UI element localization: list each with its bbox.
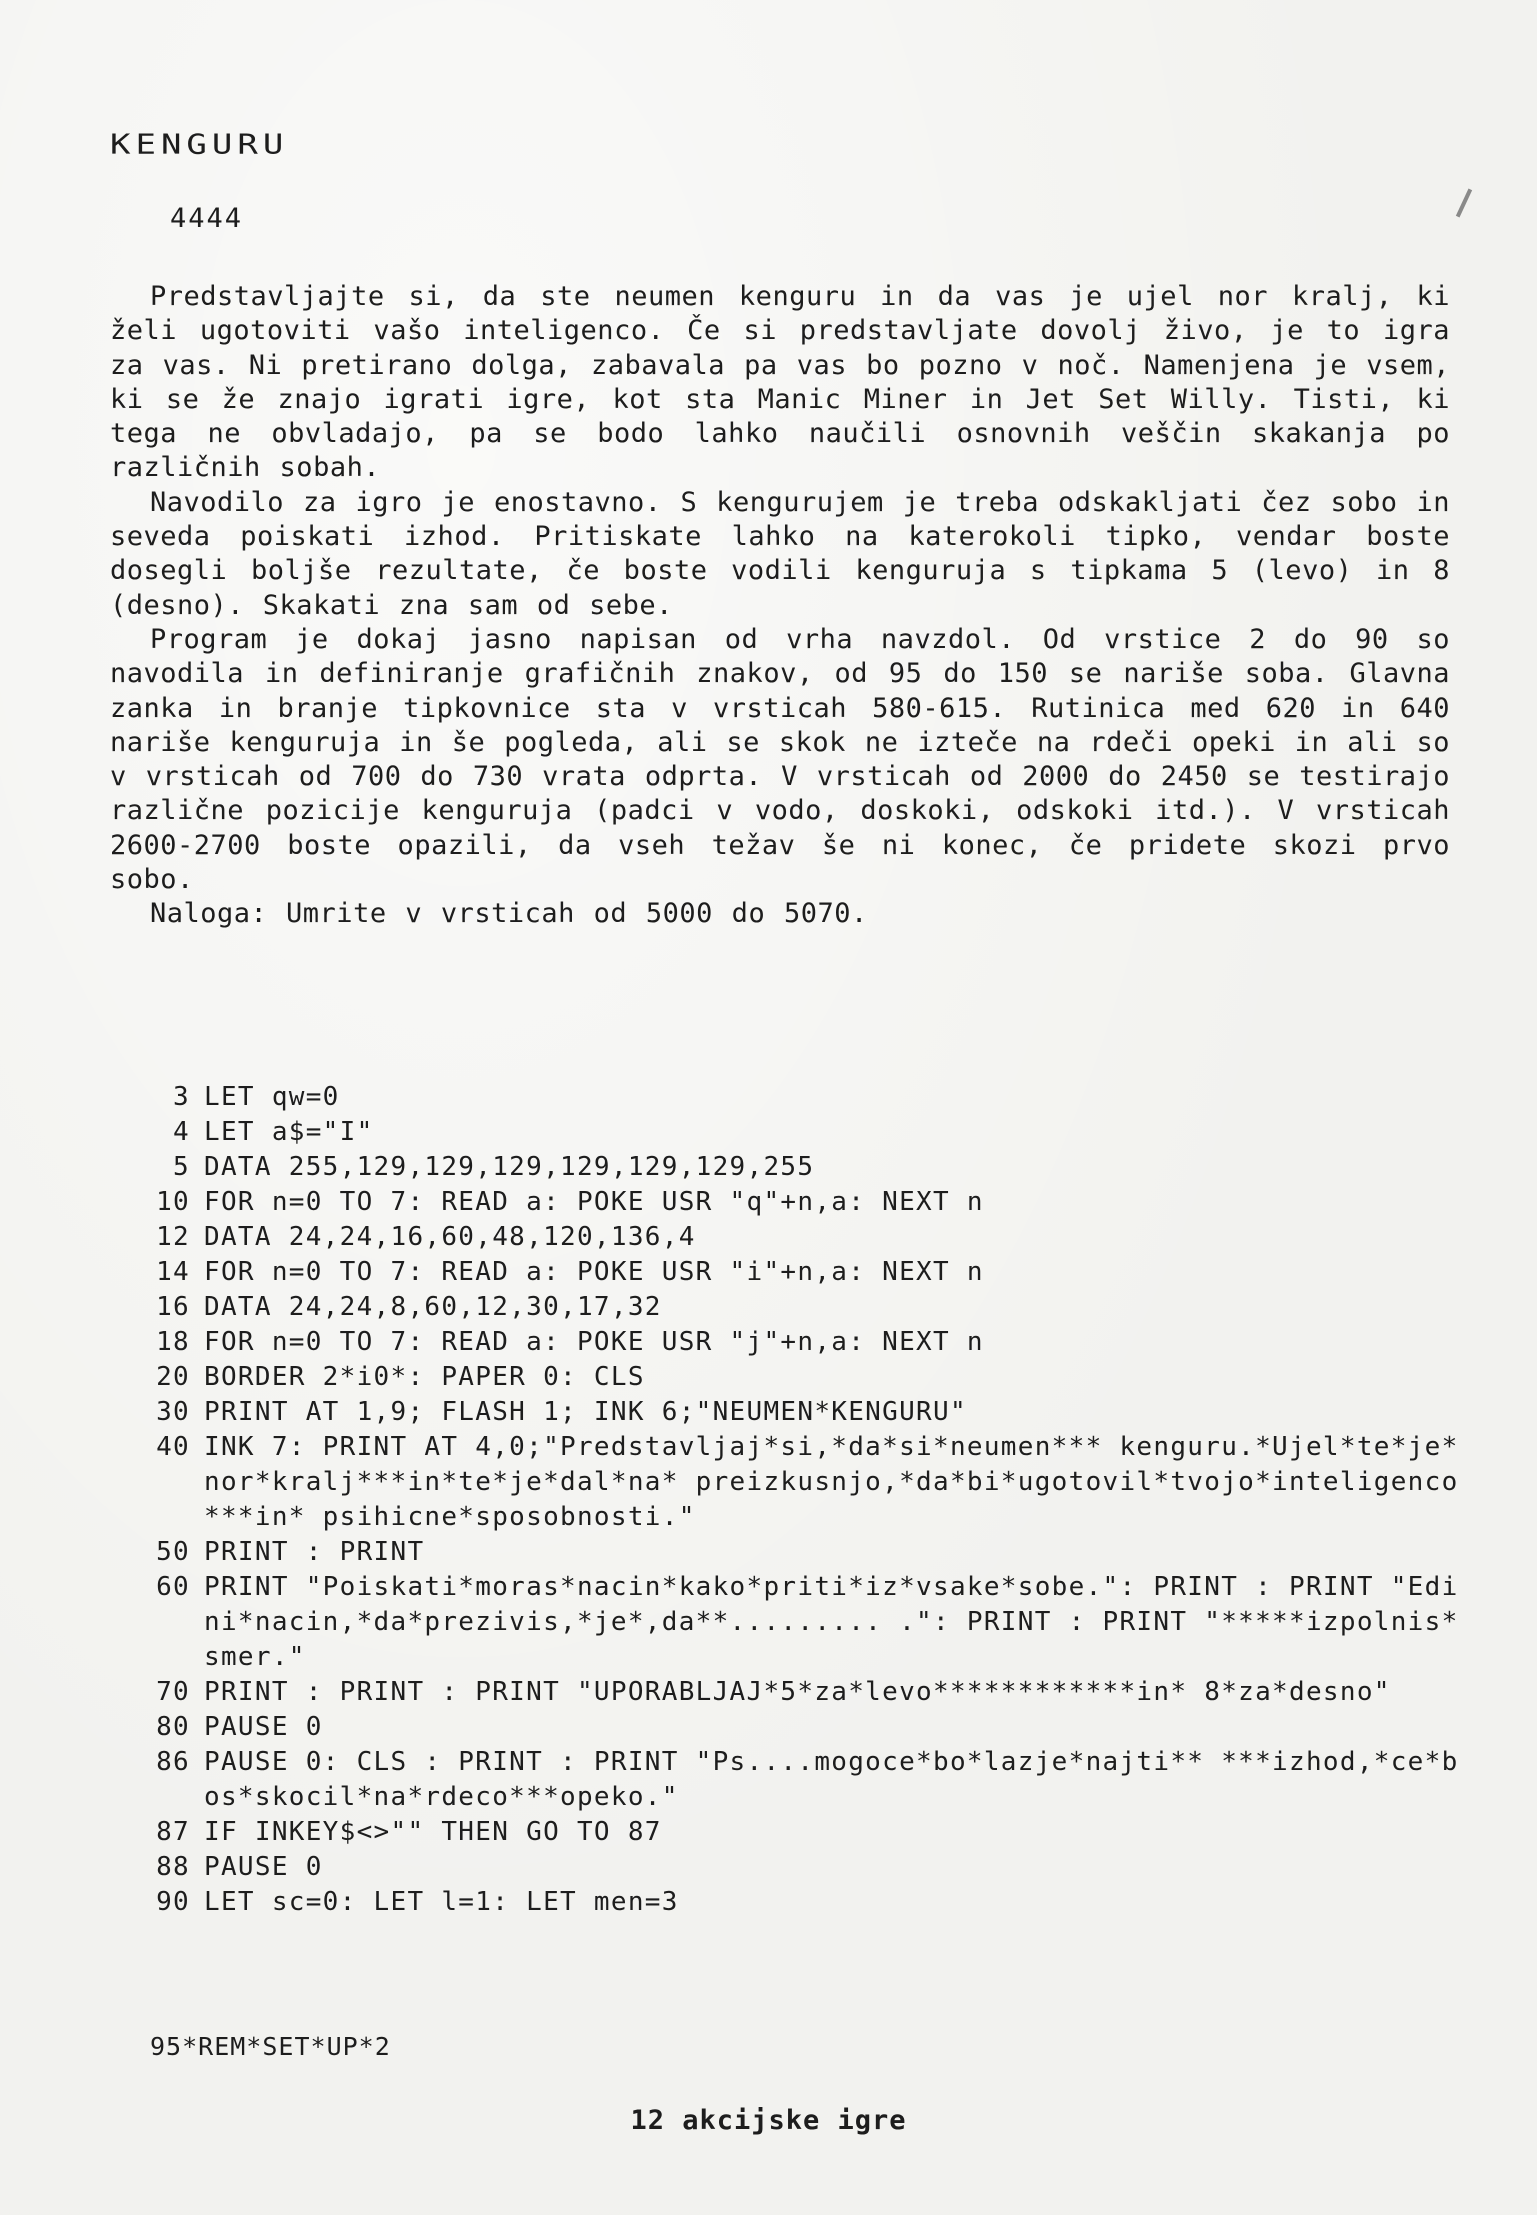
code-line [110,1710,1470,1745]
line-code: INK 7: PRINT AT 4,0;"Predstavljaj*si,*da*si*neumen*** kenguru.*Ujel*te*je*nor*kralj***in*te*je*dal*na* preizkusnjo,*da*bi*ugotovil*tvojo*inteligenco***in* psihicne*sposobnosti." [204,1432,1459,1532]
code-line [110,1430,1470,1535]
line-number: 88 [156,1852,190,1882]
code-line [110,1150,1470,1185]
line-number: 14 [156,1257,190,1287]
line-code: PRINT AT 1,9; FLASH 1; INK 6;"NEUMEN*KENGURU" [204,1397,967,1427]
code-line [110,1220,1470,1255]
code-line [110,1360,1470,1395]
line-number: 4 [173,1117,190,1147]
line-number: 80 [156,1712,190,1742]
paragraph-instructions: Navodilo za igro je enostavno. S kengurujem je treba odskakljati čez sobo in seveda poiskati izhod. Pritiskate lahko na katerokoli tipko, vendar boste dosegli boljše rezultate, če boste vodili kenguruja s tipkama 5 (levo) in 8 (desno). Skakati zna sam od sebe. [110,486,1450,621]
code-line [110,1675,1470,1710]
article-body [110,280,1450,932]
line-code: FOR n=0 TO 7: READ a: POKE USR "i"+n,a: NEXT n [204,1257,984,1287]
code-line [110,1535,1470,1570]
paragraph-program-structure: Program je dokaj jasno napisan od vrha navzdol. Od vrstice 2 do 90 so navodila in definiranje grafičnih znakov, od 95 do 150 se nariše soba. Glavna zanka in branje tipkovnice sta v vrsticah 580-615. Rutinica med 620 in 640 nariše kenguruja in še pogleda, ali se skok ne izteče na rdeči opeki in ali so v vrsticah od 700 do 730 vrata odprta. V vrsticah od 2000 do 2450 se testirajo različne pozicije kenguruja (padci v vodo, doskoki, odskoki itd.). V vrsticah 2600-2700 boste opazili, da vseh težav še ni konec, če pridete skozi prvo sobo. [110,623,1450,896]
line-code: PAUSE 0 [204,1852,323,1882]
code-line [110,1395,1470,1430]
line-number: 86 [156,1747,190,1777]
line-number: 5 [173,1152,190,1182]
line-number: 12 [156,1222,190,1252]
line-number: 60 [156,1572,190,1602]
paragraph-task: Naloga: Umrite v vrsticah od 5000 do 5070. [150,898,868,930]
line-code: LET sc=0: LET l=1: LET men=3 [204,1887,679,1917]
line-number: 3 [173,1082,190,1112]
line-number: 50 [156,1537,190,1567]
line-number: 87 [156,1817,190,1847]
line-number: 90 [156,1887,190,1917]
rem-section-heading: 95*REM*SET*UP*2 [150,2032,391,2061]
line-number: 20 [156,1362,190,1392]
code-line [110,1885,1470,1920]
line-number: 30 [156,1397,190,1427]
code-line [110,1570,1470,1675]
line-code: DATA 24,24,16,60,48,120,136,4 [204,1222,696,1252]
line-code: BORDER 2*i0*: PAPER 0: CLS [204,1362,645,1392]
program-number: 4444 [170,203,244,234]
line-code: LET a$="I" [204,1117,374,1147]
line-code: DATA 24,24,8,60,12,30,17,32 [204,1292,662,1322]
code-line [110,1080,1470,1115]
line-code: FOR n=0 TO 7: READ a: POKE USR "j"+n,a: NEXT n [204,1327,984,1357]
code-line [110,1115,1470,1150]
article-title: KENGURU [110,128,289,161]
line-number: 16 [156,1292,190,1322]
code-line [110,1815,1470,1850]
code-line [110,1325,1470,1360]
page-footer: 12 akcijske igre [630,2105,907,2136]
line-code: PRINT : PRINT : PRINT "UPORABLJAJ*5*za*levo************in* 8*za*desno" [204,1677,1391,1707]
line-number: 10 [156,1187,190,1217]
line-code: DATA 255,129,129,129,129,129,129,255 [204,1152,815,1182]
code-line [110,1185,1470,1220]
paragraph-intro: Predstavljajte si, da ste neumen kenguru in da vas je ujel nor kralj, ki želi ugotoviti vašo inteligenco. Če si predstavljate dovolj živo, je to igra za vas. Ni pretirano dolga, zabavala pa vas bo pozno v noč. Namenjena je vsem, ki se že znajo igrati igre, kot sta Manic Miner in Jet Set Willy. Tisti, ki tega ne obvladajo, pa se bodo lahko naučili osnovnih veščin skakanja po različnih sobah. [110,281,1450,484]
code-line [110,1850,1470,1885]
line-code: IF INKEY$<>"" THEN GO TO 87 [204,1817,662,1847]
line-number: 40 [156,1432,190,1462]
line-code: PRINT : PRINT [204,1537,425,1567]
line-number: 18 [156,1327,190,1357]
code-line [110,1745,1470,1815]
line-number: 70 [156,1677,190,1707]
basic-listing [110,1080,1470,1920]
code-line [110,1255,1470,1290]
line-code: FOR n=0 TO 7: READ a: POKE USR "q"+n,a: NEXT n [204,1187,984,1217]
margin-pen-mark [1456,189,1472,218]
line-code: PAUSE 0: CLS : PRINT : PRINT "Ps....mogoce*bo*lazje*najti** ***izhod,*ce*bos*skocil*na*rdeco***opeko." [204,1747,1459,1812]
code-line [110,1290,1470,1325]
line-code: LET qw=0 [204,1082,340,1112]
line-code: PAUSE 0 [204,1712,323,1742]
line-code: PRINT "Poiskati*moras*nacin*kako*priti*iz*vsake*sobe.": PRINT : PRINT "Edini*nacin,*da*prezivis,*je*,da**......... .": PRINT : PRINT "*****izpolnis*smer." [204,1572,1459,1672]
